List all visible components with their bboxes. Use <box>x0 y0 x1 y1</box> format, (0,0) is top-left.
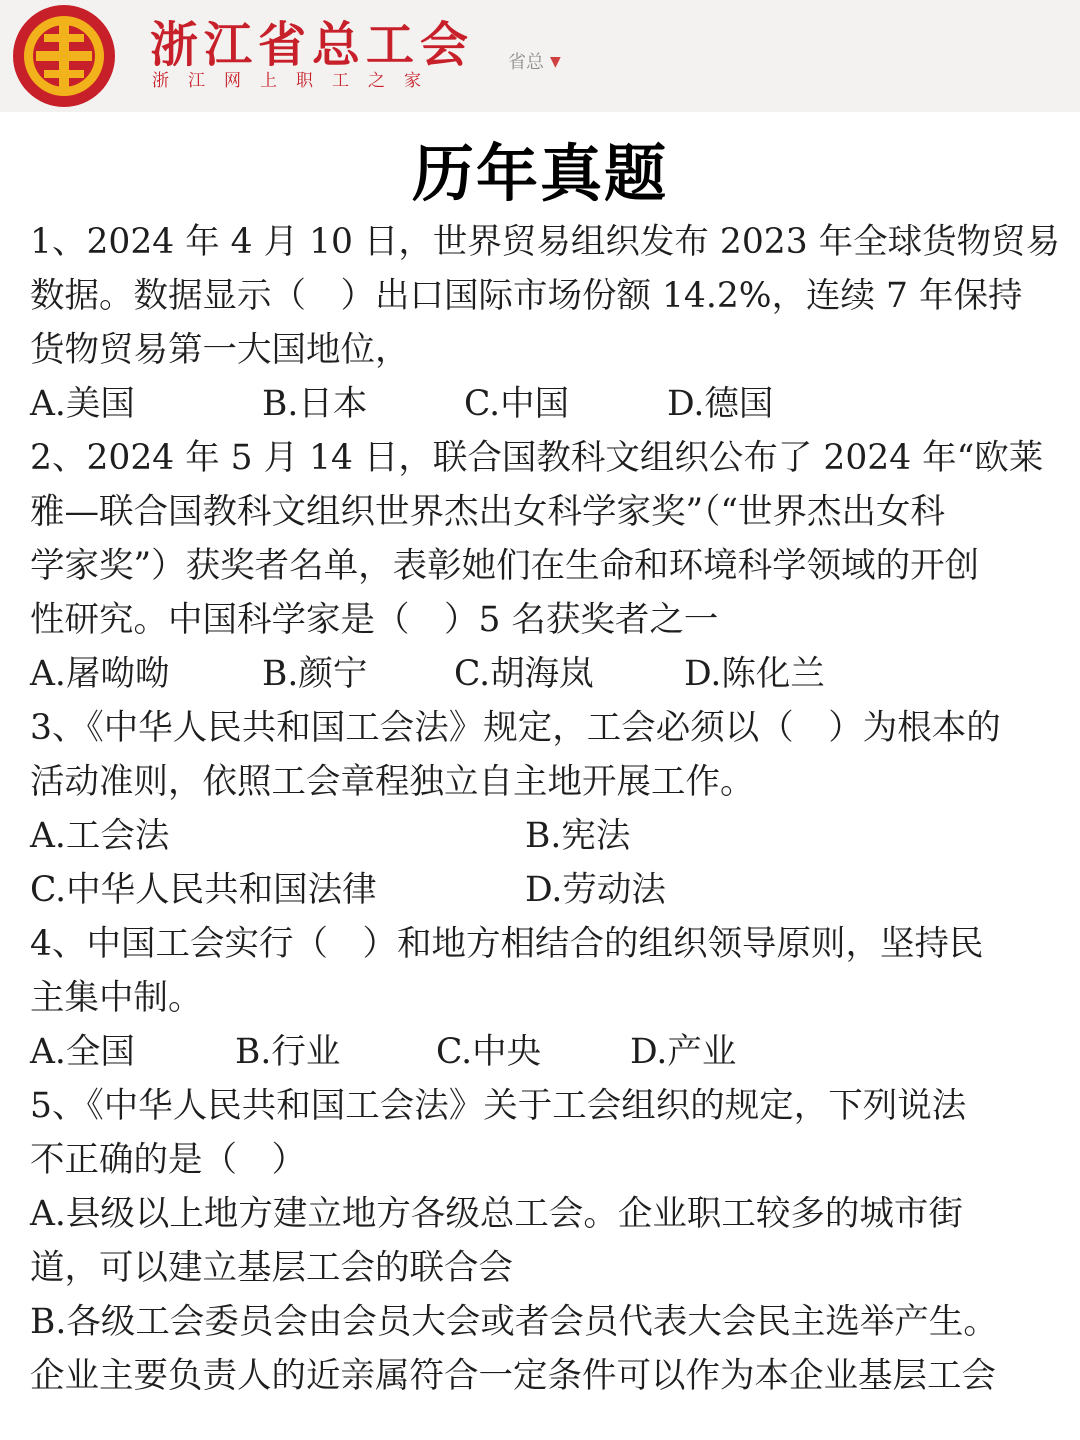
q3-option: D.劳动法 <box>525 870 666 910</box>
q2-option: A.屠呦呦 <box>30 654 170 694</box>
q2-line: 性研究。中国科学家是（ ）5 名获奖者之一 <box>30 600 719 640</box>
q2-option: B.颜宁 <box>262 654 368 694</box>
q1-line: 1、2024 年 4 月 10 日，世界贸易组织发布 2023 年全球货物贸易 <box>30 222 1061 262</box>
q1-option: C.中国 <box>464 384 570 424</box>
q2-line: 2、2024 年 5 月 14 日，联合国教科文组织公布了 2024 年“欧莱 <box>30 438 1044 478</box>
q1-option: A.美国 <box>30 384 135 424</box>
q1-line: 数据。数据显示（ ）出口国际市场份额 14.2%，连续 7 年保持 <box>30 276 1023 316</box>
page-title: 历年真题 <box>411 137 668 210</box>
q1-option: B.日本 <box>262 384 368 424</box>
q4-option: B.行业 <box>235 1032 341 1072</box>
q5-option-line: A.县级以上地方建立地方各级总工会。企业职工较多的城市街 <box>30 1194 963 1234</box>
q4-line: 主集中制。 <box>30 978 203 1018</box>
region-menu[interactable] <box>508 48 561 74</box>
brand-title: 浙江省总工会 <box>150 17 475 73</box>
q5-line: 不正确的是（ ） <box>30 1140 306 1180</box>
q3-option: B.宪法 <box>525 816 631 856</box>
q2-line: 雅—联合国教科文组织世界杰出女科学家奖”（“世界杰出女科 <box>30 492 946 532</box>
q5-option-line: B.各级工会委员会由会员大会或者会员代表大会民主选举产生。 <box>30 1302 998 1342</box>
q2-option: C.胡海岚 <box>454 654 594 694</box>
q3-line: 活动准则，依照工会章程独立自主地开展工作。 <box>30 762 755 802</box>
q5-line: 5、《中华人民共和国工会法》关于工会组织的规定，下列说法 <box>30 1086 967 1126</box>
brand-subtitle: 浙江网上职工之家 <box>152 71 440 91</box>
q3-option: A.工会法 <box>30 816 170 856</box>
q5-option-line: 道，可以建立基层工会的联合会 <box>30 1248 513 1288</box>
q4-option: A.全国 <box>30 1032 135 1072</box>
q3-line: 3、《中华人民共和国工会法》规定，工会必须以（ ）为根本的 <box>30 708 1001 748</box>
q4-line: 4、中国工会实行（ ）和地方相结合的组织领导原则，坚持民 <box>30 924 984 964</box>
q4-option: C.中央 <box>436 1032 542 1072</box>
dropdown-caret-icon: ▼ <box>550 54 561 70</box>
q3-option: C.中华人民共和国法律 <box>30 870 377 910</box>
q4-option: D.产业 <box>630 1032 737 1072</box>
q5-option-line: 企业主要负责人的近亲属符合一定条件可以作为本企业基层工会 <box>30 1356 996 1396</box>
q2-line: 学家奖”）获奖者名单，表彰她们在生命和环境科学领域的开创 <box>30 546 980 586</box>
q2-option: D.陈化兰 <box>684 654 825 694</box>
site-header <box>0 0 1080 112</box>
q1-line: 货物贸易第一大国地位， <box>30 330 410 370</box>
q1-option: D.德国 <box>667 384 774 424</box>
union-logo-icon <box>8 4 120 108</box>
region-menu-label: 省总 <box>508 52 544 73</box>
